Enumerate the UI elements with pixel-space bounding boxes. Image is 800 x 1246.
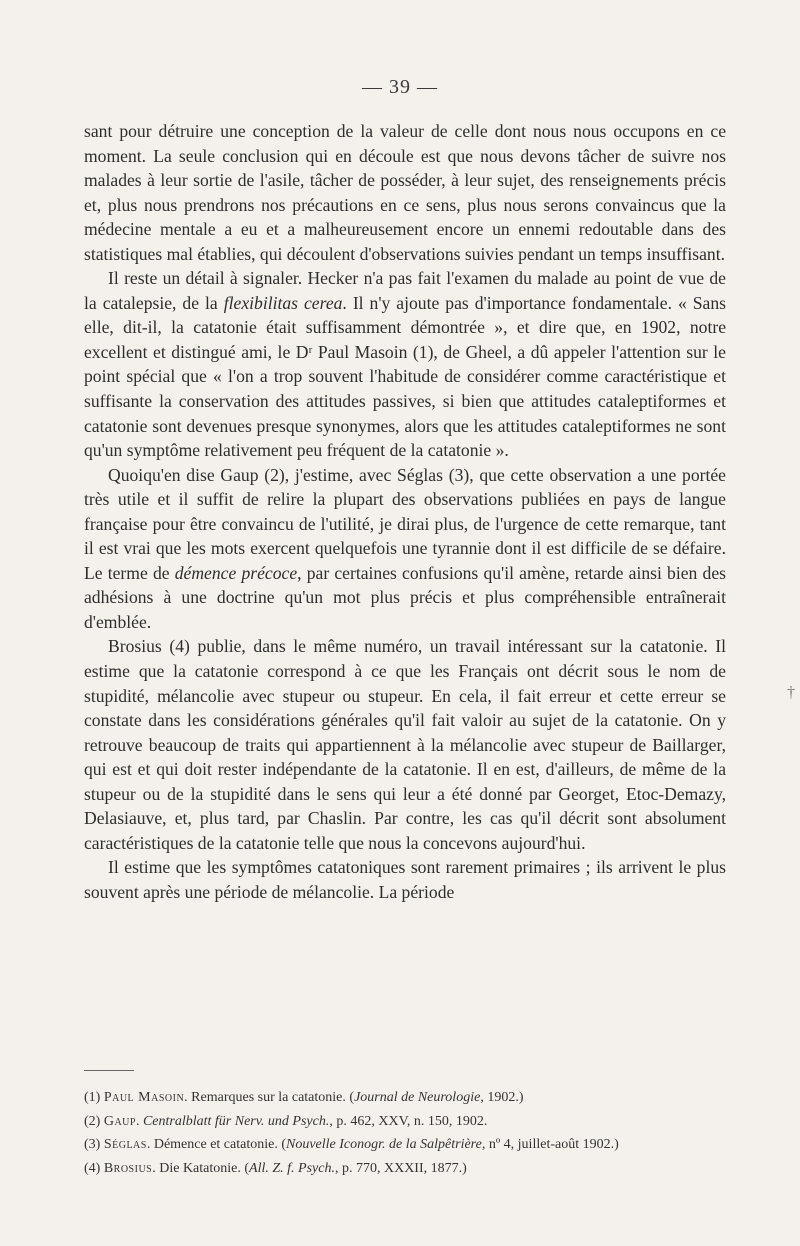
italic-text: Nouvelle Iconogr. de la Salpêtrière	[286, 1137, 482, 1152]
text-run: . Remarques sur la catatonie. (	[184, 1090, 355, 1105]
text-run: . Il n'y ajoute pas d'importance fondamentale. « Sans elle, dit-il, la catatonie était suffisamment démontrée », et dire que, en 1902, notre excellent et distingué ami, le Dʳ Paul Masoin (1), de Gheel, a dû appeler l'attention sur le point spécial que « l'on a trop souvent l'habitude de considérer comme caractéristique et suffisante la conservation des attitudes passives, si bien que attitudes cataleptiformes et catatonie sont devenues presque synonymes, alors que les attitudes cataleptiformes ne sont qu'un symptôme relativement peu fréquent de la catatonie ».	[84, 292, 726, 461]
margin-mark: †	[787, 684, 795, 701]
italic-text: flexibilitas cerea	[223, 292, 343, 313]
italic-text: Centralblatt für Nerv. und Psych.	[142, 1113, 330, 1129]
text-run: Il reste un détail à signaler. Hecker n'a pas fait l'examen du malade au point de vue de la catalepsie, de la	[84, 268, 726, 313]
text-run: , 1902.)	[480, 1090, 524, 1105]
author-name: Gaup	[103, 1113, 136, 1129]
text-run: Il estime que les symptômes catatoniques sont rarement primaires ; ils arrivent le plus souvent après une période de mélancolie. La période	[84, 857, 726, 902]
paragraph	[84, 463, 726, 635]
text-run: , nº 4, juillet-août 1902.)	[481, 1137, 619, 1152]
text-run: (1)	[84, 1090, 104, 1105]
author-name: Séglas	[103, 1137, 147, 1152]
text-run: .	[135, 1113, 143, 1129]
footnote	[84, 1112, 726, 1132]
text-run: . Die Katatonie. (	[152, 1160, 250, 1176]
text-run: sant pour détruire une conception de la valeur de celle dont nous nous occupons en ce moment. La seule conclusion qui en découle est que nous devons tâcher de suivre nos malades à leur sortie de l'asile, tâcher de posséder, à leur sujet, des renseignements précis et, plus nous prendrons nos précautions en ce sens, plus nous serons convaincus que la médecine mentale a eu et a malheureusement encore un ennemi redoutable dans des statistiques mal établies, qui découlent d'observations suivies pendant un temps insuffisant.	[84, 121, 726, 264]
page-number: — 39 —	[362, 76, 438, 98]
italic-text: Journal de Neurologie	[354, 1090, 481, 1105]
paragraph	[84, 855, 726, 904]
text-run: Quoiqu'en dise Gaup (2), j'estime, avec Séglas (3), que cette observation a une portée très utile et il suffit de relire la plupart des observations publiées en pays de langue française pour être convaincu de l'utilité, je dirai plus, de l'urgence de cette remarque, tant il est vrai que les mots exercent quelquefois une tyrannie dont il est difficile de se défaire. Le terme de	[84, 464, 726, 583]
text-run: . Démence et catatonie. (	[146, 1137, 286, 1152]
text-run: , p. 462, XXV, n. 150, 1902.	[329, 1113, 488, 1129]
footnote	[84, 1159, 726, 1179]
paragraph	[84, 119, 726, 266]
text-run: (4)	[84, 1160, 104, 1176]
text-run: , p. 770, XXXII, 1877.)	[334, 1160, 467, 1176]
author-name: Brosius	[103, 1160, 153, 1176]
text-run: , par certaines confusions qu'il amène, retarde ainsi bien des adhésions à une doctrine qu'un mot plus précis et plus compréhensible entraînerait d'emblée.	[84, 562, 726, 632]
author-name: Paul Masoin	[103, 1090, 185, 1105]
paragraph	[84, 266, 726, 462]
footnote	[84, 1135, 726, 1155]
text-run: Brosius (4) publie, dans le même numéro, un travail intéressant sur la catatonie. Il estime que la catatonie correspond à ce que les Français ont décrit sous le nom de stupidité, mélancolie avec stupeur ou stupeur. En cela, il fait erreur et cette erreur se constate dans les considérations générales qu'il fait valoir au sujet de la catatonie. On y retrouve beaucoup de traits qui appartiennent à la mélancolie avec stupeur de Baillarger, qui est et qui doit rester indépendante de la catatonie. Il en est, d'ailleurs, de même de la stupeur ou de la stupidité dans le sens qui leur a été donné par Georget, Etoc-Demazy, Delasiauve, et, plus tard, par Chaslin. Par contre, les cas qu'il décrit sont absolument caractéristiques de la catatonie telle que nous la concevons aujourd'hui.	[84, 636, 726, 853]
text-run: (2)	[84, 1113, 104, 1129]
footnotes	[84, 1088, 726, 1182]
footnote	[84, 1088, 726, 1108]
italic-text: All. Z. f. Psych.	[249, 1160, 335, 1176]
body-text	[84, 119, 726, 905]
italic-text: démence précoce	[174, 562, 298, 583]
paragraph	[84, 634, 726, 855]
text-run: (3)	[84, 1137, 104, 1152]
footnote-divider	[84, 1070, 134, 1071]
